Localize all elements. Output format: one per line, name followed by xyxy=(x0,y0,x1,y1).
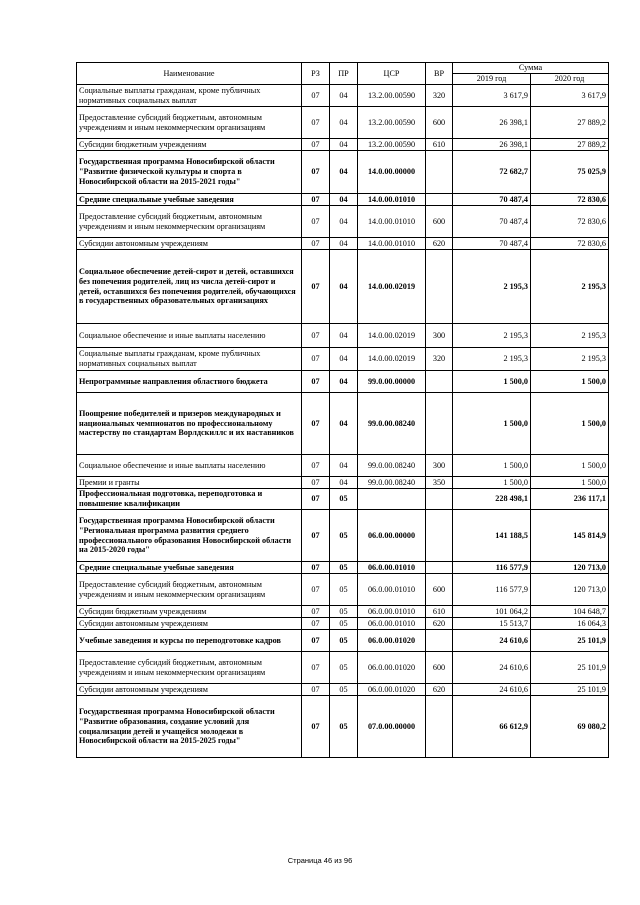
cell-name: Непрограммные направления областного бюджета xyxy=(77,371,302,393)
table-row xyxy=(77,574,609,606)
table-row xyxy=(77,562,609,574)
cell-sum-2020: 25 101,9 xyxy=(531,630,609,652)
cell-name: Субсидии автономным учреждениям xyxy=(77,684,302,696)
cell-rz: 07 xyxy=(302,85,330,107)
cell-sum-2019: 70 487,4 xyxy=(453,194,531,206)
cell-vr xyxy=(426,510,453,562)
cell-csr: 13.2.00.00590 xyxy=(358,139,426,151)
table-row xyxy=(77,630,609,652)
cell-name: Профессиональная подготовка, переподготовка и повышение квалификации xyxy=(77,489,302,510)
cell-name: Социальные выплаты гражданам, кроме публичных нормативных социальных выплат xyxy=(77,348,302,371)
cell-rz: 07 xyxy=(302,151,330,194)
cell-sum-2019: 228 498,1 xyxy=(453,489,531,510)
cell-vr xyxy=(426,194,453,206)
cell-sum-2019: 15 513,7 xyxy=(453,618,531,630)
cell-csr: 06.0.00.01010 xyxy=(358,562,426,574)
cell-csr: 14.0.00.01010 xyxy=(358,206,426,238)
table-row xyxy=(77,510,609,562)
cell-csr: 06.0.00.01010 xyxy=(358,574,426,606)
cell-rz: 07 xyxy=(302,324,330,348)
cell-csr: 14.0.00.00000 xyxy=(358,151,426,194)
cell-vr: 600 xyxy=(426,652,453,684)
cell-sum-2019: 2 195,3 xyxy=(453,250,531,324)
cell-name: Поощрение победителей и призеров международных и национальных чемпионатов по профессиональному мастерству по стандартам Ворлдскиллс и их наставников xyxy=(77,393,302,455)
cell-sum-2020: 120 713,0 xyxy=(531,574,609,606)
cell-sum-2020: 145 814,9 xyxy=(531,510,609,562)
cell-sum-2019: 2 195,3 xyxy=(453,324,531,348)
cell-pr: 05 xyxy=(330,696,358,758)
budget-table xyxy=(76,62,609,758)
cell-name: Учебные заведения и курсы по переподготовке кадров xyxy=(77,630,302,652)
cell-sum-2020: 1 500,0 xyxy=(531,371,609,393)
cell-sum-2020: 72 830,6 xyxy=(531,206,609,238)
cell-name: Предоставление субсидий бюджетным, автономным учреждениям и иным некоммерческим организациям xyxy=(77,652,302,684)
cell-pr: 05 xyxy=(330,606,358,618)
table-row xyxy=(77,684,609,696)
cell-sum-2020: 1 500,0 xyxy=(531,393,609,455)
cell-sum-2019: 1 500,0 xyxy=(453,455,531,477)
table-row xyxy=(77,652,609,684)
table-row xyxy=(77,107,609,139)
cell-csr: 14.0.00.02019 xyxy=(358,348,426,371)
cell-csr: 13.2.00.00590 xyxy=(358,85,426,107)
cell-name: Предоставление субсидий бюджетным, автономным учреждениям и иным некоммерческим организациям xyxy=(77,206,302,238)
table-row xyxy=(77,250,609,324)
cell-sum-2019: 1 500,0 xyxy=(453,477,531,489)
header-csr: ЦСР xyxy=(358,63,426,85)
cell-pr: 05 xyxy=(330,489,358,510)
cell-rz: 07 xyxy=(302,348,330,371)
cell-rz: 07 xyxy=(302,574,330,606)
cell-pr: 04 xyxy=(330,393,358,455)
cell-csr: 06.0.00.01010 xyxy=(358,606,426,618)
cell-sum-2019: 26 398,1 xyxy=(453,107,531,139)
cell-vr: 300 xyxy=(426,455,453,477)
header-year-2019: 2019 год xyxy=(453,74,531,85)
cell-name: Социальное обеспечение и иные выплаты населению xyxy=(77,324,302,348)
cell-vr: 300 xyxy=(426,324,453,348)
cell-vr xyxy=(426,562,453,574)
cell-pr: 04 xyxy=(330,371,358,393)
cell-sum-2020: 2 195,3 xyxy=(531,324,609,348)
cell-vr xyxy=(426,489,453,510)
cell-pr: 04 xyxy=(330,238,358,250)
cell-rz: 07 xyxy=(302,489,330,510)
cell-vr: 320 xyxy=(426,348,453,371)
cell-sum-2020: 104 648,7 xyxy=(531,606,609,618)
header-rz: РЗ xyxy=(302,63,330,85)
cell-rz: 07 xyxy=(302,510,330,562)
table-row xyxy=(77,393,609,455)
cell-csr: 99.0.00.08240 xyxy=(358,393,426,455)
table-row xyxy=(77,206,609,238)
cell-csr: 06.0.00.01010 xyxy=(358,618,426,630)
cell-sum-2020: 25 101,9 xyxy=(531,652,609,684)
cell-sum-2019: 26 398,1 xyxy=(453,139,531,151)
cell-name: Средние специальные учебные заведения xyxy=(77,194,302,206)
cell-sum-2020: 27 889,2 xyxy=(531,107,609,139)
cell-sum-2020: 2 195,3 xyxy=(531,348,609,371)
cell-vr xyxy=(426,250,453,324)
cell-sum-2020: 236 117,1 xyxy=(531,489,609,510)
cell-rz: 07 xyxy=(302,630,330,652)
table-row xyxy=(77,194,609,206)
cell-csr: 14.0.00.02019 xyxy=(358,324,426,348)
cell-vr: 350 xyxy=(426,477,453,489)
cell-sum-2019: 1 500,0 xyxy=(453,371,531,393)
page-footer: Страница 46 из 96 xyxy=(287,856,353,865)
cell-sum-2020: 120 713,0 xyxy=(531,562,609,574)
cell-vr xyxy=(426,696,453,758)
cell-sum-2020: 25 101,9 xyxy=(531,684,609,696)
cell-csr: 06.0.00.00000 xyxy=(358,510,426,562)
cell-name: Предоставление субсидий бюджетным, автономным учреждениям и иным некоммерческим организациям xyxy=(77,107,302,139)
cell-sum-2019: 70 487,4 xyxy=(453,238,531,250)
cell-pr: 05 xyxy=(330,684,358,696)
table-row xyxy=(77,139,609,151)
cell-name: Средние специальные учебные заведения xyxy=(77,562,302,574)
cell-pr: 04 xyxy=(330,151,358,194)
cell-vr: 600 xyxy=(426,107,453,139)
cell-pr: 04 xyxy=(330,250,358,324)
cell-vr: 620 xyxy=(426,618,453,630)
table-row xyxy=(77,238,609,250)
cell-pr: 04 xyxy=(330,206,358,238)
cell-pr: 04 xyxy=(330,455,358,477)
cell-vr: 320 xyxy=(426,85,453,107)
cell-pr: 04 xyxy=(330,85,358,107)
table-body xyxy=(77,85,609,758)
cell-csr xyxy=(358,489,426,510)
cell-rz: 07 xyxy=(302,250,330,324)
cell-vr xyxy=(426,393,453,455)
table-row xyxy=(77,324,609,348)
cell-sum-2019: 2 195,3 xyxy=(453,348,531,371)
cell-rz: 07 xyxy=(302,562,330,574)
cell-vr xyxy=(426,371,453,393)
cell-vr: 620 xyxy=(426,238,453,250)
cell-rz: 07 xyxy=(302,606,330,618)
table-row xyxy=(77,618,609,630)
table-row xyxy=(77,696,609,758)
table-row xyxy=(77,371,609,393)
cell-vr xyxy=(426,151,453,194)
cell-pr: 04 xyxy=(330,194,358,206)
cell-pr: 05 xyxy=(330,652,358,684)
cell-rz: 07 xyxy=(302,455,330,477)
cell-csr: 14.0.00.01010 xyxy=(358,194,426,206)
cell-rz: 07 xyxy=(302,371,330,393)
cell-pr: 05 xyxy=(330,574,358,606)
header-vr: ВР xyxy=(426,63,453,85)
cell-sum-2020: 2 195,3 xyxy=(531,250,609,324)
cell-pr: 05 xyxy=(330,510,358,562)
table-row xyxy=(77,455,609,477)
cell-sum-2019: 70 487,4 xyxy=(453,206,531,238)
cell-vr: 600 xyxy=(426,574,453,606)
cell-csr: 06.0.00.01020 xyxy=(358,652,426,684)
table-row xyxy=(77,489,609,510)
cell-rz: 07 xyxy=(302,107,330,139)
cell-rz: 07 xyxy=(302,238,330,250)
header-year-2020: 2020 год xyxy=(531,74,609,85)
cell-sum-2019: 72 682,7 xyxy=(453,151,531,194)
cell-name: Государственная программа Новосибирской области "Развитие образования, создание условий для социализации детей и учащейся молодежи в Новосибирской области на 2015-2025 годы" xyxy=(77,696,302,758)
cell-name: Социальное обеспечение и иные выплаты населению xyxy=(77,455,302,477)
cell-rz: 07 xyxy=(302,393,330,455)
cell-pr: 04 xyxy=(330,477,358,489)
cell-csr: 06.0.00.01020 xyxy=(358,684,426,696)
cell-pr: 04 xyxy=(330,324,358,348)
table-row xyxy=(77,477,609,489)
cell-rz: 07 xyxy=(302,684,330,696)
cell-sum-2020: 72 830,6 xyxy=(531,194,609,206)
cell-sum-2019: 66 612,9 xyxy=(453,696,531,758)
cell-sum-2019: 24 610,6 xyxy=(453,652,531,684)
cell-csr: 14.0.00.02019 xyxy=(358,250,426,324)
cell-name: Субсидии бюджетным учреждениям xyxy=(77,139,302,151)
header-sum: Сумма xyxy=(453,63,609,74)
cell-pr: 05 xyxy=(330,630,358,652)
cell-sum-2020: 75 025,9 xyxy=(531,151,609,194)
cell-name: Социальное обеспечение детей-сирот и детей, оставшихся без попечения родителей, лиц из числа детей-сирот и детей, оставшихся без попечения родителей, обучающихся в государственных образовательных организациях xyxy=(77,250,302,324)
cell-rz: 07 xyxy=(302,696,330,758)
cell-vr: 610 xyxy=(426,606,453,618)
cell-csr: 14.0.00.01010 xyxy=(358,238,426,250)
cell-vr xyxy=(426,630,453,652)
cell-sum-2020: 27 889,2 xyxy=(531,139,609,151)
cell-csr: 13.2.00.00590 xyxy=(358,107,426,139)
cell-sum-2019: 101 064,2 xyxy=(453,606,531,618)
cell-sum-2020: 1 500,0 xyxy=(531,455,609,477)
cell-name: Субсидии автономным учреждениям xyxy=(77,238,302,250)
cell-sum-2019: 1 500,0 xyxy=(453,393,531,455)
table-row xyxy=(77,348,609,371)
cell-sum-2020: 16 064,3 xyxy=(531,618,609,630)
cell-csr: 99.0.00.08240 xyxy=(358,477,426,489)
cell-sum-2019: 116 577,9 xyxy=(453,562,531,574)
cell-rz: 07 xyxy=(302,194,330,206)
cell-rz: 07 xyxy=(302,652,330,684)
cell-sum-2019: 24 610,6 xyxy=(453,684,531,696)
cell-name: Предоставление субсидий бюджетным, автономным учреждениям и иным некоммерческим организациям xyxy=(77,574,302,606)
cell-pr: 05 xyxy=(330,618,358,630)
cell-vr: 610 xyxy=(426,139,453,151)
cell-rz: 07 xyxy=(302,477,330,489)
cell-pr: 04 xyxy=(330,348,358,371)
cell-sum-2019: 116 577,9 xyxy=(453,574,531,606)
cell-sum-2019: 24 610,6 xyxy=(453,630,531,652)
header-name: Наименование xyxy=(77,63,302,85)
header-pr: ПР xyxy=(330,63,358,85)
cell-rz: 07 xyxy=(302,206,330,238)
cell-vr: 620 xyxy=(426,684,453,696)
cell-sum-2019: 3 617,9 xyxy=(453,85,531,107)
cell-name: Государственная программа Новосибирской области "Развитие физической культуры и спорта в Новосибирской области на 2015-2021 годы" xyxy=(77,151,302,194)
cell-sum-2019: 141 188,5 xyxy=(453,510,531,562)
cell-rz: 07 xyxy=(302,618,330,630)
cell-vr: 600 xyxy=(426,206,453,238)
cell-rz: 07 xyxy=(302,139,330,151)
cell-name: Субсидии автономным учреждениям xyxy=(77,618,302,630)
cell-sum-2020: 1 500,0 xyxy=(531,477,609,489)
table-row xyxy=(77,85,609,107)
cell-name: Социальные выплаты гражданам, кроме публичных нормативных социальных выплат xyxy=(77,85,302,107)
cell-csr: 99.0.00.08240 xyxy=(358,455,426,477)
cell-csr: 99.0.00.00000 xyxy=(358,371,426,393)
cell-csr: 06.0.00.01020 xyxy=(358,630,426,652)
cell-pr: 04 xyxy=(330,107,358,139)
cell-sum-2020: 69 080,2 xyxy=(531,696,609,758)
cell-name: Премии и гранты xyxy=(77,477,302,489)
table-row xyxy=(77,151,609,194)
cell-name: Субсидии бюджетным учреждениям xyxy=(77,606,302,618)
table-row xyxy=(77,606,609,618)
cell-csr: 07.0.00.00000 xyxy=(358,696,426,758)
cell-name: Государственная программа Новосибирской области "Региональная программа развития среднего профессионального образования Новосибирской области на 2015-2020 годы" xyxy=(77,510,302,562)
cell-sum-2020: 3 617,9 xyxy=(531,85,609,107)
cell-sum-2020: 72 830,6 xyxy=(531,238,609,250)
cell-pr: 04 xyxy=(330,139,358,151)
cell-pr: 05 xyxy=(330,562,358,574)
